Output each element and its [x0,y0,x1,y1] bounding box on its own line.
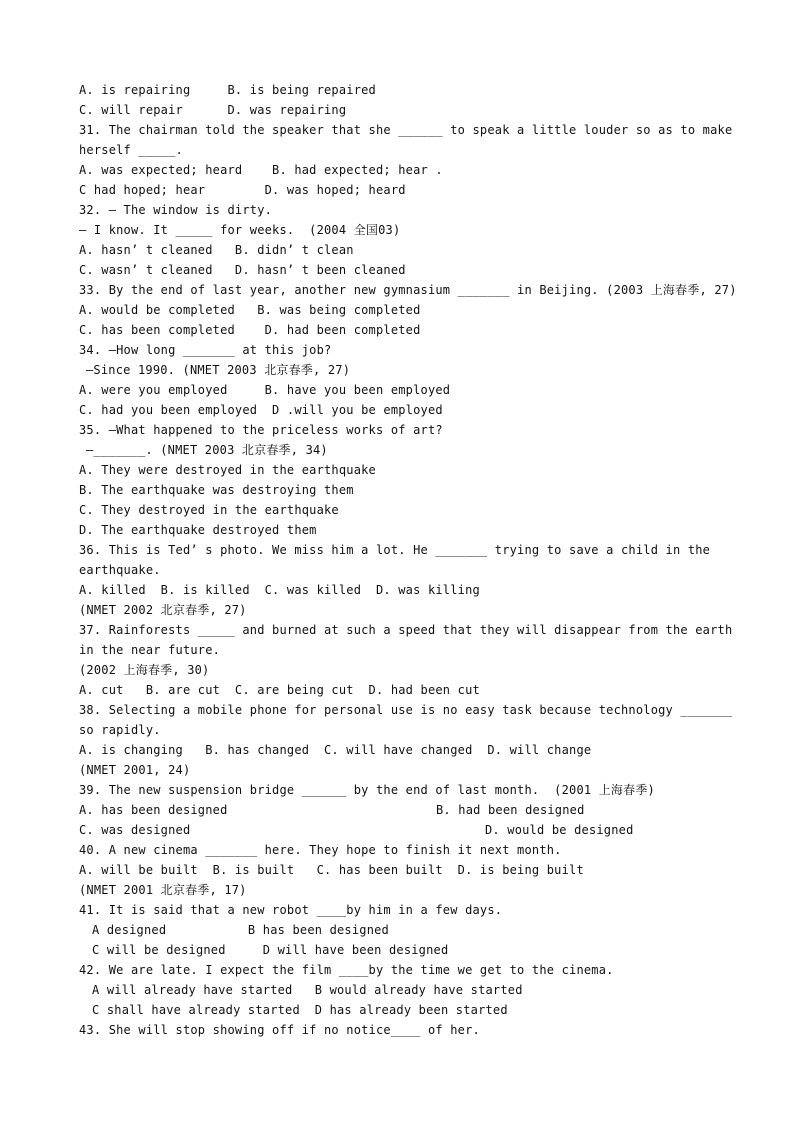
option-a: A. has been designed [79,803,228,817]
text-line: herself _____. [79,143,183,157]
option-c: C. was designed [79,823,191,837]
text-line: A. killed B. is killed C. was killed D. was killing [79,583,480,597]
text-line: —_______. (NMET 2003 北京春季, 34) [86,443,328,457]
question-36: 36. This is Ted’ s photo. We miss him a lot. He _______ trying to save a child in the [79,543,711,557]
text-line: A. cut B. are cut C. are being cut D. had been cut [79,683,480,697]
text-line: A will already have started B would already have started [92,983,523,997]
question-43: 43. She will stop showing off if no notice____ of her. [79,1023,480,1037]
text-line: A. was expected; heard B. had expected; hear . [79,163,443,177]
text-line: (NMET 2001 北京春季, 17) [79,883,247,897]
question-33: 33. By the end of last year, another new gymnasium _______ in Beijing. (2003 上海春季, 27) [79,283,737,297]
text-line: A. would be completed B. was being completed [79,303,421,317]
text-line: (NMET 2002 北京春季, 27) [79,603,247,617]
text-line: — I know. It _____ for weeks. (2004 全国03) [79,223,401,237]
question-35: 35. —What happened to the priceless works of art? [79,423,443,437]
text-line: A designed B has been designed [92,923,389,937]
text-line: A. They were destroyed in the earthquake [79,463,376,477]
question-42: 42. We are late. I expect the film ____by the time we get to the cinema. [79,963,614,977]
text-line: A. is repairing B. is being repaired [79,83,376,97]
option-d: D. would be designed [485,823,634,837]
text-line: C. They destroyed in the earthquake [79,503,339,517]
text-line: A. were you employed B. have you been employed [79,383,451,397]
text-line: C. will repair D. was repairing [79,103,347,117]
text-line: C. wasn’ t cleaned D. hasn’ t been cleaned [79,263,406,277]
text-line: C will be designed D will have been designed [92,943,449,957]
text-line: in the near future. [79,643,221,657]
question-39: 39. The new suspension bridge ______ by the end of last month. (2001 上海春季) [79,783,655,797]
text-line: C had hoped; hear D. was hoped; heard [79,183,406,197]
option-b: B. had been designed [436,803,585,817]
text-line: A. hasn’ t cleaned B. didn’ t clean [79,243,354,257]
text-line: (NMET 2001, 24) [79,763,191,777]
question-31: 31. The chairman told the speaker that she ______ to speak a little louder so as to make [79,123,733,137]
text-line: A. is changing B. has changed C. will have changed D. will change [79,743,592,757]
text-line: A. will be built B. is built C. has been built D. is being built [79,863,584,877]
text-line: C shall have already started D has already been started [92,1003,508,1017]
question-40: 40. A new cinema _______ here. They hope to finish it next month. [79,843,562,857]
question-32: 32. — The window is dirty. [79,203,273,217]
text-line: earthquake. [79,563,161,577]
text-line: C. had you been employed D .will you be employed [79,403,443,417]
question-34: 34. —How long _______ at this job? [79,343,332,357]
text-line: so rapidly. [79,723,161,737]
text-line: —Since 1990. (NMET 2003 北京春季, 27) [86,363,351,377]
question-41: 41. It is said that a new robot ____by him in a few days. [79,903,503,917]
text-line: D. The earthquake destroyed them [79,523,317,537]
text-line: (2002 上海春季, 30) [79,663,210,677]
question-37: 37. Rainforests _____ and burned at such a speed that they will disappear from the earth [79,623,733,637]
text-line: C. has been completed D. had been completed [79,323,421,337]
text-line: B. The earthquake was destroying them [79,483,354,497]
question-38: 38. Selecting a mobile phone for personal use is no easy task because technology _______ [79,703,733,717]
